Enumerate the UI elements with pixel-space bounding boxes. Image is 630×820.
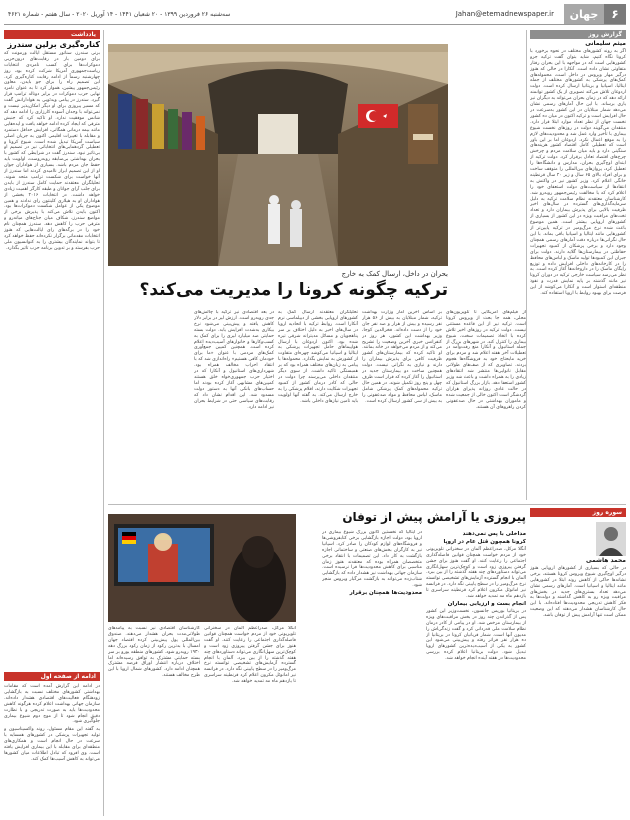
page-header	[4, 4, 626, 25]
second-text-e: کارشناسان اقتصادی نیز نسبت به پیامدهای طولانی‌مدت بحران هشدار می‌دهند. صندوق بین‌المللی پول پیش‌بینی کرده اقتصاد جهان امسال با بدترین رکود از زمان رکود بزرگ دهه ۱۹۳۰ روبه‌رو شود. کشورهای منطقه یورو بر سر بسته حمایتی مشترک به توافق رسیده‌اند اما اختلاف درباره انتشار اوراق قرضه مشترک همچنان ادامه دارد. کشورهای شمال اروپا با این طرح مخالف هستند.	[108, 626, 200, 679]
second-text-d: در بریتانیا بوریس جانسون، نخست‌وزیر این کشور پس از گذراندن چند روز در بخش مراقبت‌های ویژه از بیمارستان مرخص شد. او در پیامی از کادر درمان نظام سلامت ملی قدردانی کرد و گفت زندگی‌اش را مدیون آنها است. شمار قربانیان کرونا در بریتانیا از ده هزار نفر فراتر رفته و پیش‌بینی می‌شود این کشور به یکی از آسیب‌دیده‌ترین کشورهای اروپا تبدیل شود. دولت بریتانیا اعلام کرده بررسی محدودیت‌ها در هفته آینده انجام خواهد شد.	[426, 608, 526, 662]
left-column-bottom	[4, 672, 100, 816]
second-author-column	[530, 522, 626, 816]
second-text-a: در حالی که بسیاری از کشورهای اروپایی هنوز درگیر اوج‌گیری شیوع ویروس کرونا هستند، برخی نشانه‌ها حاکی از کاهش روند ابتلا در کشورهایی مانند ایتالیا و اسپانیا است. آمارهای رسمی نشان می‌دهد تعداد بستری‌های جدید در بخش‌های مراقبت ویژه رو به کاهش گذاشته و دولت‌ها به فکر کاهش تدریجی محدودیت‌ها افتاده‌اند. با این حال کارشناسان هشدار می‌دهند که این وضعیت ممکن است تنها آرامش پیش از توفان باشد.	[530, 565, 626, 619]
bottom-left-continued-text: به گفته این مقام مسئول، روند واکسیناسیون و تولید تجهیزات پزشکی در کشورهای همسایه با سرعت در حال انجام است و همکاری‌های منطقه‌ای برای مقابله با این بیماری افزایش یافته است. وی افزود که تبادل اطلاعات میان کشورها می‌تواند به کاهش آسیب‌ها کمک کند.	[4, 727, 100, 762]
lead-column-c	[278, 310, 358, 510]
right-section-label: گزارش روز	[530, 30, 626, 39]
second-column-b	[426, 530, 526, 816]
second-column-e	[204, 626, 296, 816]
left-headline: کناره‌گیری برلین سندرز	[7, 40, 100, 49]
second-article-label-wrap	[530, 508, 626, 517]
right-column	[530, 30, 626, 500]
lead-text-c: تحلیلگران معتقدند ارسال کمک به کشورهای اروپایی بخشی از دیپلماسی نرم آنکارا است. روابط ترکیه با اتحادیه اروپا در سال‌های اخیر به دلیل اختلاف بر سر پناهجویان و مسائل مدیترانه شرقی تیره شده بود. اکنون اردوغان با ارسال هواپیماهای حامل تجهیزات پزشکی به ایتالیا و اسپانیا می‌کوشد چهره‌ای متفاوت از کشورش به نمایش بگذارد. محموله‌ها با پیامی به زبان‌های مختلف همراه بود که بر همبستگی تاکید داشت. از سوی دیگر منتقدان داخلی می‌پرسند چرا دولت در حالی که کادر درمان کشور از کمبود تجهیزات شکایت دارند، اقلام پزشکی را به خارج ارسال می‌کند. به گفته آنها اولویت باید تامین نیازهای داخلی باشد.	[278, 310, 358, 404]
second-column-d	[108, 626, 200, 816]
grand-bazaar-photo	[108, 44, 448, 266]
right-body-text: اگر به روند کشورهای مختلف در نحوه برخورد با کرونا نگاه کنیم، شاید بتوان گفت ترکیه جزو کشورهایی است که در مواجهه با این بحران رفتار متفاوتی نشان داده است. آنکارا در حالی که هنوز درگیر مهار ویروس در داخل است، محموله‌های کمک‌های پزشکی به کشورهای مختلف از جمله ایتالیا، اسپانیا و بریتانیا ارسال کرده است. دولت اردوغان تلاش می‌کند تصویری از یک کشور توانمند ارائه دهد که در زمان بحران می‌تواند به دیگران نیز یاری برساند. با این حال آمارهای رسمی نشان می‌دهد شمار مبتلایان در این کشور به‌سرعت در حال افزایش است و ترکیه اکنون در میان ده کشور نخست جهان از نظر تعداد موارد ابتلا قرار دارد. منتقدان می‌گویند دولت در روزهای نخست شیوع بیماری با تأخیر وارد عمل شد و محدودیت‌های لازم را به موقع اعمال نکرد. اردوغان اما بر این باور است که تعطیلی کامل اقتصاد کشور هزینه‌های سنگینی دارد و باید میان سلامت مردم و چرخش چرخ‌های اقتصاد تعادل برقرار کرد. دولت ترکیه از ابتدای اوج‌گیری بحران، مدارس و دانشگاه‌ها را تعطیل کرد، پروازهای بین‌المللی را متوقف ساخت و برای افراد بالای ۶۵ سال و زیر ۲۰ سال قرنطینه خانگی اعلام کرد. وزیر کشور نیز در واکنش به انتقادها از سیاست‌های دولت استعفای خود را اعلام کرد که با مخالفت رئیس‌جمهور روبه‌رو شد. کارشناسان معتقدند نظام سلامت ترکیه به دلیل سرمایه‌گذاری‌های گسترده در سال‌های اخیر ظرفیت بالایی برای پذیرش بیماران دارد و تعداد تخت‌های مراقبت ویژه در این کشور از بسیاری از کشورهای اروپایی بیشتر است. همین موضوع باعث شده نرخ مرگ‌ومیر در ترکیه پایین‌تر از کشورهایی مانند ایتالیا و اسپانیا باقی بماند. با این حال نگرانی‌ها درباره دقت آمارهای رسمی همچنان وجود دارد و برخی پزشکان از کمبود تجهیزات حفاظتی در بیمارستان‌ها گلایه دارند. دولت برای جبران این کمبودها تولید ماسک و لباس‌های محافظ را در کارخانه‌های داخلی افزایش داده و توزیع رایگان ماسک را در داروخانه‌ها آغاز کرده است. به نظر می‌رسد سیاست خارجی ترکیه در دوران کرونا نیز مانند گذشته بر پایه نمایش قدرت و نفوذ منطقه‌ای استوار است و آنکارا می‌کوشد از این فرصت برای بهبود روابط با اروپا استفاده کند.	[530, 48, 626, 297]
lead-headline-block	[108, 270, 448, 300]
lead-text-a: از فیلم‌های آمریکایی تا تلویزیون‌های محلی، همه جا بحث از ویروس کرونا است. ترکیه نیز از این قاعده مستثنی نیست. دولت ترکیه در روزهای اخیر تلاش کرده با اتخاذ تصمیمات سخت، شیوع بیماری را کنترل کند. در شهرهای بزرگ از جمله استانبول و آنکارا منع رفت‌وآمد در تعطیلات آخر هفته اعلام شد و مردم برای خرید مایحتاج خود به فروشگاه‌ها هجوم بردند. تصاویری که از صف‌های طولانی مقابل نانوایی‌ها منتشر شد انتقادهای زیادی را به همراه داشت و باعث شد وزیر کشور استعفا دهد. بازار بزرگ استانبول که در حالت عادی روزانه پذیرای هزاران گردشگر است اکنون خالی از جمعیت شده و ماموران بهداشتی در حال ضدعفونی کردن راهروهای آن هستند.	[446, 310, 526, 410]
left-bottom-section-label: ادامه از صفحه اول	[4, 672, 100, 681]
second-author: محمد هاشمی	[585, 557, 626, 564]
left-bottom-text: در ادامه این گزارش آمده است که مقامات بهداشتی کشورهای مختلف نسبت به بازگشایی زودهنگام فعالیت‌های اقتصادی هشدار داده‌اند. سازمان جهانی بهداشت اعلام کرده هرگونه کاهش محدودیت‌ها باید به صورت تدریجی و با نظارت دقیق انجام شود تا از موج دوم شیوع بیماری جلوگیری شود.	[4, 684, 100, 725]
second-section-label: سوره روز	[530, 508, 626, 517]
second-article-rule	[108, 504, 626, 505]
right-author: میثم سلیمانی	[585, 40, 626, 47]
section-title: جهان	[564, 4, 604, 24]
lead-text-b: بر اساس آخرین آمار وزارت بهداشت ترکیه، شمار مبتلایان به بیش از ۵۶ هزار نفر رسیده و بیش از هزار و صد نفر جان خود را از دست داده‌اند. فخرالدین کوجا، وزیر بهداشت این کشور، هر روز در کنفرانس خبری آخرین وضعیت را تشریح می‌کند و از مردم می‌خواهد در خانه بمانند. او تاکید کرده که بیمارستان‌های کشور ظرفیت کافی برای پذیرش بیماران را دارند و نیازی به نگرانی نیست. دولت همچنین ساخت دو بیمارستان جدید در استانبول را آغاز کرده که قرار است ظرف چهل و پنج روز تکمیل شوند. در همین حال ترکیه محموله‌های کمک پزشکی شامل ماسک، لباس محافظ و مواد ضدعفونی را به بیش از سی کشور ارسال کرده است.	[362, 310, 442, 404]
merkel-tv-photo	[108, 514, 296, 622]
lead-kicker: بحران در داخل، ارسال کمک به خارج	[341, 270, 448, 278]
lead-headline: ترکیه چگونه کرونا را مدیریت می‌کند؟	[139, 280, 448, 300]
lead-column-d	[194, 310, 274, 510]
second-subhead-2: کرونا همچون قتل عام در اروپا	[443, 538, 526, 545]
lead-text-d: در بعد اقتصادی نیز ترکیه با چالش‌های جدی روبه‌رو است. ارزش لیر در برابر دلار کاهش یافته و پیش‌بینی می‌شود نرخ بیکاری به‌شدت افزایش یابد. دولت بسته حمایتی صد میلیارد لیری را برای کمک به کسب‌وکارها و خانوارهای آسیب‌دیده اعلام کرده است. همچنین کمپین جمع‌آوری کمک‌های مردمی با عنوان «ما برای خودمان کافی هستیم» راه‌اندازی شد که با انتقاد احزاب مخالف همراه بود. شهرداری‌های استانبول و آنکارا که در اختیار حزب جمهوری‌خواه خلق هستند کمپین‌های مشابهی آغاز کرده بودند اما حساب‌های بانکی آنها به دستور دولت مسدود شد. این اقدام نشان داد که رقابت‌های سیاسی حتی در شرایط بحران نیز ادامه دارد.	[194, 310, 274, 410]
author-portrait-icon	[596, 522, 626, 556]
left-section-label: یادداشت	[4, 30, 100, 39]
tv-illustration	[108, 514, 296, 622]
section-email[interactable]: Jahan@etemadnewspaper.ir	[455, 10, 554, 18]
page-number: ۶	[604, 4, 626, 24]
lead-column-b	[362, 310, 442, 510]
bazaar-illustration	[108, 44, 448, 266]
second-text-c: در ایتالیا که نخستین کانون بزرگ شیوع بیماری در اروپا بود، دولت اجازه بازگشایی برخی کتابفروشی‌ها و فروشگاه‌های لوازم کودکان را صادر کرد. اسپانیا نیز به کارگران بخش‌های صنعتی و ساختمانی اجازه بازگشت به کار داد. این تصمیمات با انتقاد برخی متخصصان همراه بوده که معتقدند هنوز زمان مناسبی برای کاهش محدودیت‌ها فرا نرسیده است. سازمان جهانی بهداشت نیز هشدار داده که بازگشایی شتاب‌زده می‌تواند به بازگشت مرگبار ویروس منجر شود.	[322, 530, 422, 589]
second-subhead-4: محدودیت‌ها همچنان برقرار	[349, 590, 422, 597]
date-line: سه‌شنبه ۲۶ فروردین ۱۳۹۹ - ۲۰ شعبان ۱۴۴۱ - ۱۴ آوریل ۲۰۲۰ - سال هفتم - شماره ۴۶۲۱	[8, 10, 231, 18]
second-headline: پیروزی یا آرامش پیش از توفان	[342, 510, 526, 524]
second-subhead-1: مداخلی با پس نمی‌دهند	[462, 531, 526, 537]
second-text-b: آنگلا مرکل، صدراعظم آلمان در سخنرانی تلویزیونی خود از مردم خواست همچنان قوانین فاصله‌گذاری اجتماعی را رعایت کنند. او گفت هنوز برای جشن گرفتن پیروزی زود است و کوچک‌ترین سهل‌انگاری می‌تواند دستاوردهای چند هفته گذشته را از بین ببرد. آلمان با انجام گسترده آزمایش‌های تشخیصی توانسته نرخ مرگ‌ومیر را در سطح پایینی نگه دارد. در فرانسه نیز امانوئل مکرون اعلام کرد قرنطینه سراسری تا یازدهم ماه مه تمدید خواهد شد.	[426, 546, 526, 600]
second-headline-wrap	[306, 510, 526, 524]
author-avatar	[596, 522, 626, 556]
right-column-rule	[526, 30, 527, 500]
second-text-e-continued: آنگلا مرکل، صدراعظم آلمان در سخنرانی تلویزیونی خود از مردم خواست همچنان قوانین فاصله‌گذاری اجتماعی را رعایت کنند. او گفت هنوز برای جشن گرفتن پیروزی زود است و کوچک‌ترین سهل‌انگاری می‌تواند دستاوردهای چند هفته گذشته را از بین ببرد. آلمان با انجام گسترده آزمایش‌های تشخیصی توانسته نرخ مرگ‌ومیر را در سطح پایینی نگه دارد. در فرانسه نیز امانوئل مکرون اعلام کرد قرنطینه سراسری تا یازدهم ماه مه تمدید خواهد شد.	[204, 626, 296, 685]
lead-column-a	[446, 310, 526, 510]
left-column-rule	[103, 30, 104, 816]
left-body-text: برنی سندرز، سناتور مستقل ایالت ورمونت که برای دومین بار در رقابت‌های درون‌حزبی دموکرات‌ها برای کسب نامزدی انتخابات ریاست‌جمهوری آمریکا شرکت کرده بود، روز چهارشنبه رسماً از ادامه رقابت کناره‌گیری کرد. این تصمیم راه را برای جو بایدن، معاون رئیس‌جمهور پیشین، هموار کرد تا به عنوان نامزد نهایی حزب دموکرات در برابر دونالد ترامپ قرار گیرد. سندرز در پیامی ویدئویی به هوادارانش گفت که مسیر پیروزی برای او دیگر امکان‌پذیر نیست و نمی‌تواند با وجدان آسوده کارزاری را ادامه دهد که شانس موفقیت ندارد. او تاکید کرد که جنبش مترقی که ایجاد کرده ادامه خواهد یافت و ایده‌هایی مانند بیمه درمانی همگانی، افزایش حداقل دستمزد و مقابله با تغییرات اقلیمی اکنون به جریان اصلی سیاست آمریکا تبدیل شده است. شیوع کرونا و تعطیلی گردهمایی‌های انتخاباتی نیز در تصمیم او بی‌تاثیر نبود. سندرز گفت در شرایطی که کشور با بحران بهداشتی بی‌سابقه روبه‌روست، اولویت باید حفظ جان مردم باشد. بسیاری از هواداران جوان او از این تصمیم ابراز ناامیدی کردند اما سندرز از آنها خواست برای شکست ترامپ متحد شوند. تحلیلگران معتقدند حمایت کامل سندرز از بایدن برای جلب آرای جوانان و طبقه کارگر اهمیت زیادی خواهد داشت. در انتخابات ۲۰۱۶ بخشی از هواداران او به هیلاری کلینتون رای ندادند و همین موضوع یکی از عوامل شکست دموکرات‌ها بود. اکنون بایدن تلاش می‌کند با پذیرش برخی از مواضع سندرز، شکاف میان جناح‌های میانه‌رو و مترقی حزب را کاهش دهد. سندرز همچنان نام خود را در برگه‌های رای ایالت‌هایی که هنوز انتخابات مقدماتی برگزار نکرده‌اند حفظ خواهد کرد تا بتواند نمایندگان بیشتری را به کنوانسیون ملی حزب بفرستد و بر تدوین برنامه حزب تاثیر بگذارد.	[4, 50, 100, 251]
second-subhead-3: انجام بست و ارزیابی بیماران	[447, 600, 526, 607]
left-column	[4, 30, 100, 670]
second-column-c	[322, 530, 422, 816]
